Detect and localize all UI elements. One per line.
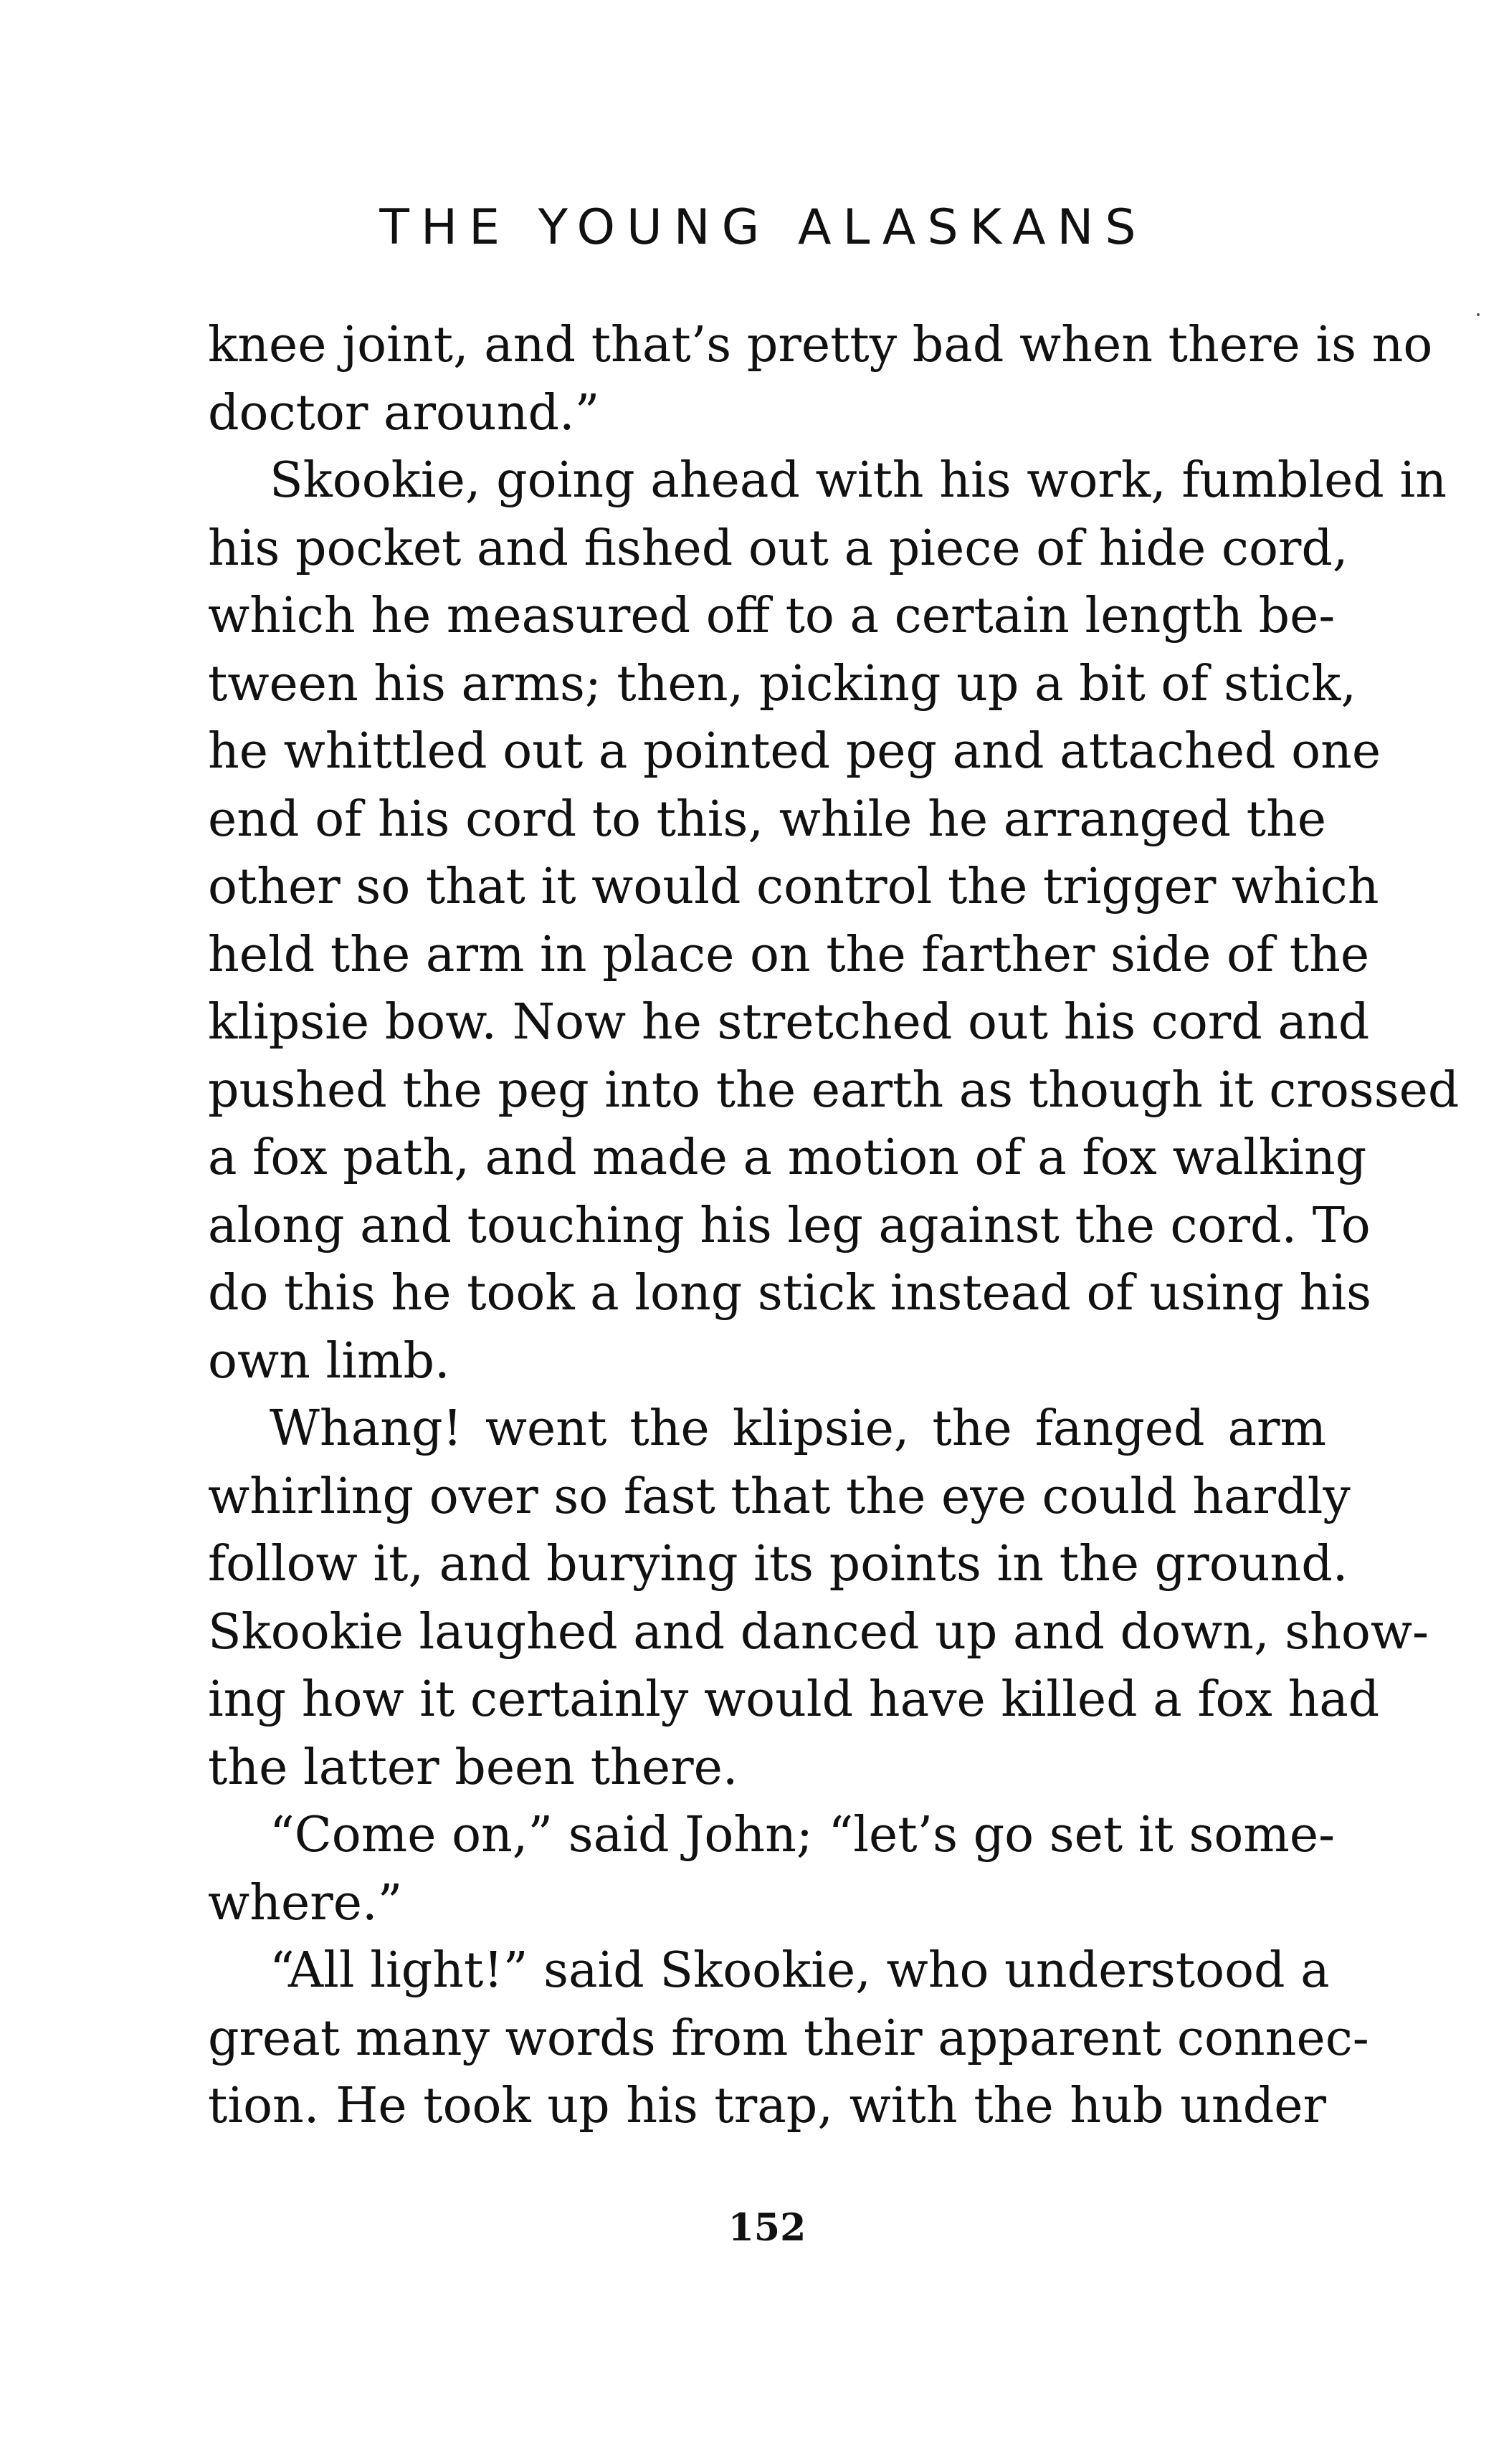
text-line: follow it, and burying its points in the ground. xyxy=(208,1536,1348,1592)
text-line: tween his arms; then, picking up a bit of stick, xyxy=(208,655,1356,712)
text-line: Whang! went the klipsie, the fanged arm xyxy=(270,1400,1326,1457)
text-line: own limb. xyxy=(208,1332,450,1390)
page-number: 152 xyxy=(728,2206,806,2250)
text-line: along and touching his leg against the cord. To xyxy=(208,1197,1371,1254)
text-line: a fox path, and made a motion of a fox walking xyxy=(208,1130,1367,1186)
text-line: pushed the peg into the earth as though it crossed xyxy=(208,1061,1460,1119)
text-line: ing how it certainly would have killed a fox had xyxy=(208,1671,1380,1728)
text-line: klipsie bow. Now he stretched out his cord and xyxy=(208,994,1370,1051)
text-line: great many words from their apparent connec- xyxy=(208,2010,1369,2067)
text-line: which he measured off to a certain length be- xyxy=(208,588,1336,644)
text-line: “Come on,” said John; “let’s go set it some- xyxy=(270,1807,1336,1863)
text-line: the latter been there. xyxy=(208,1739,738,1796)
text-line: other so that it would control the trigger which xyxy=(208,859,1379,915)
print-speck xyxy=(1477,313,1480,316)
text-line: do this he took a long stick instead of using his xyxy=(208,1265,1372,1322)
text-line: end of his cord to this, while he arranged the xyxy=(208,791,1326,848)
text-line: tion. He took up his trap, with the hub under xyxy=(208,2078,1326,2134)
text-line: his pocket and fished out a piece of hide cord, xyxy=(208,520,1348,577)
text-line: held the arm in place on the farther side of the xyxy=(208,926,1370,983)
text-line: he whittled out a pointed peg and attached one xyxy=(208,723,1381,780)
text-line: doctor around.” xyxy=(208,384,600,441)
text-line: “All light!” said Skookie, who understood a xyxy=(270,1942,1330,1999)
text-line: knee joint, and that’s pretty bad when there is no xyxy=(208,317,1433,373)
body-text xyxy=(208,312,1460,2141)
text-line: where.” xyxy=(208,1874,403,1931)
text-line: whirling over so fast that the eye could hardly xyxy=(208,1468,1351,1525)
text-line: Skookie laughed and danced up and down, show- xyxy=(208,1603,1429,1661)
running-head: THE YOUNG ALASKANS xyxy=(379,199,1148,256)
text-line: Skookie, going ahead with his work, fumbled in xyxy=(270,452,1447,509)
